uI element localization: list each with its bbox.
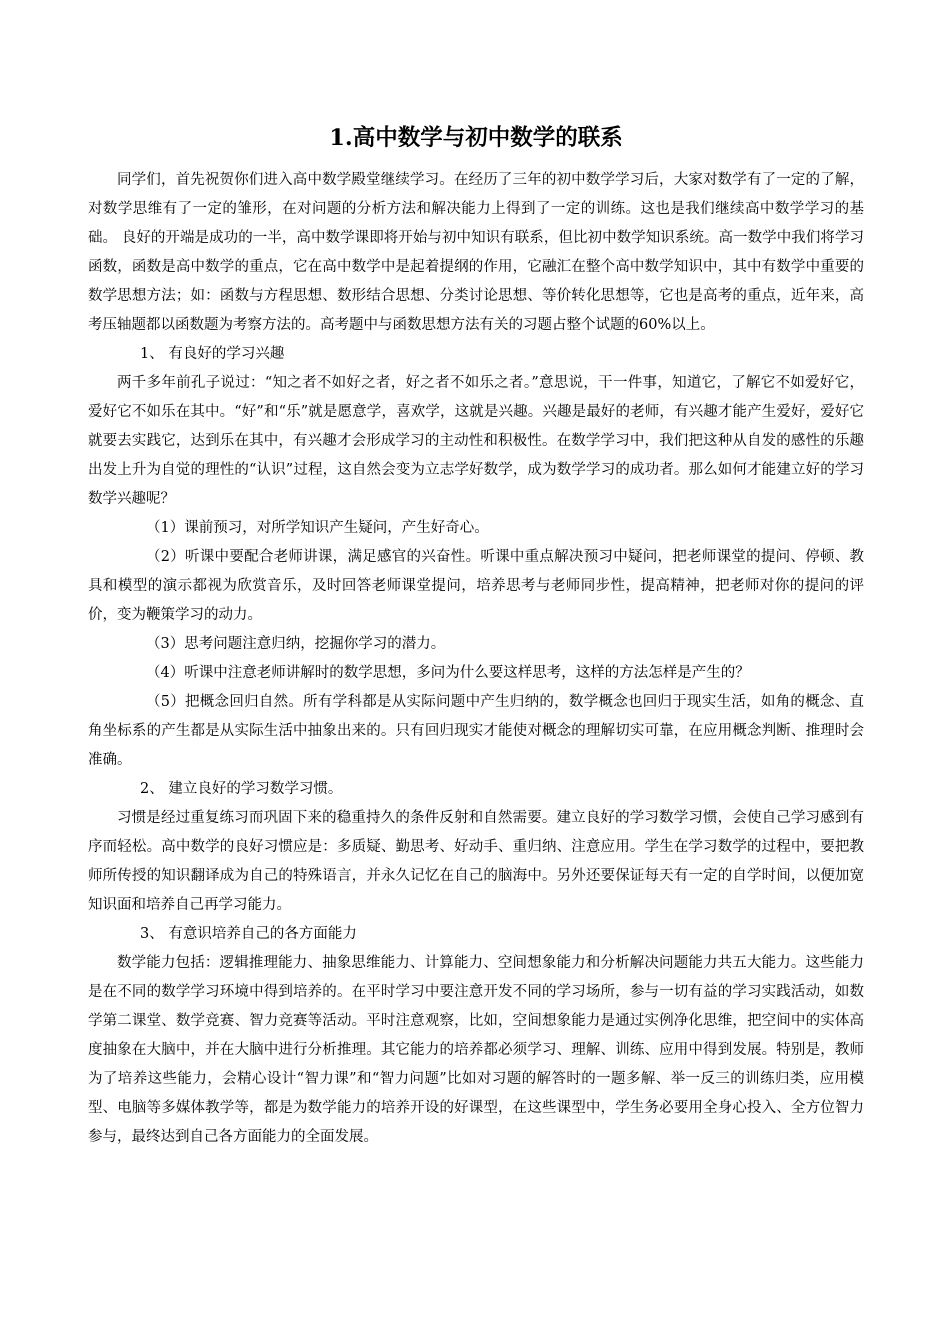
- section-3-heading: 3、 有意识培养自己的各方面能力: [140, 926, 357, 942]
- section-1-item-1: （1）课前预习，对所学知识产生疑问，产生好奇心。: [146, 520, 489, 536]
- section-2-heading: 2、 建立良好的学习数学习惯。: [140, 781, 343, 797]
- section-2-paragraph: 习惯是经过重复练习而巩固下来的稳重持久的条件反射和自然需要。建立良好的学习数学习惯，会使自己学习感到有序而轻松。高中数学的良好习惯应是：多质疑、勤思考、好动手、重归纳、注意应用。学生在学习数学的过程中，要把教师所传授的知识翻译成为自己的特殊语言，并永久记忆在自己的脑海中。另外还要保证每天有一定的自学时间，以便加宽知识面和培养自己再学习能力。: [88, 810, 864, 913]
- section-1-item-4: （4）听课中注意老师讲解时的数学思想，多问为什么要这样思考，这样的方法怎样是产生的？: [146, 665, 750, 681]
- section-1-item-3: （3）思考问题注意归纳，挖掘你学习的潜力。: [146, 636, 446, 652]
- intro-paragraph: 同学们，首先祝贺你们进入高中数学殿堂继续学习。在经历了三年的初中数学学习后，大家对数学有了一定的了解，对数学思维有了一定的雏形，在对问题的分析方法和解决能力上得到了一定的训练。这也是我们继续高中数学学习的基础。 良好的开端是成功的一半，高中数学课即将开始与初中知识有联系，但比初中数学知识系统。高一数学中我们将学习函数，函数是高中数学的重点，它在高中数学中是起着提纲的作用，它融汇在整个高中数学知识中，其中有数学中重要的数学思想方法；如：函数与方程思想、数形结合思想、分类讨论思想、等价转化思想等，它也是高考的重点，近年来，高考压轴题都以函数题为考察方法的。高考题中与函数思想方法有关的习题占整个试题的60%以上。: [88, 172, 864, 333]
- section-1-item-5: （5）把概念回归自然。所有学科都是从实际问题中产生归纳的，数学概念也回归于现实生活，如角的概念、直角坐标系的产生都是从实际生活中抽象出来的。只有回归现实才能使对概念的理解切实可靠，在应用概念判断、推理时会准确。: [88, 694, 864, 768]
- section-1-heading: 1、 有良好的学习兴趣: [140, 346, 285, 362]
- section-1-item-2: （2）听课中要配合老师讲课，满足感官的兴奋性。听课中重点解决预习中疑问，把老师课堂的提问、停顿、教具和模型的演示都视为欣赏音乐，及时回答老师课堂提问，培养思考与老师同步性，提高精神，把老师对你的提问的评价，变为鞭策学习的动力。: [88, 549, 864, 623]
- section-1-paragraph: 两千多年前孔子说过：“知之者不如好之者，好之者不如乐之者。”意思说，干一件事，知道它，了解它不如爱好它，爱好它不如乐在其中。“好”和“乐”就是愿意学，喜欢学，这就是兴趣。兴趣是最好的老师，有兴趣才能产生爱好，爱好它就要去实践它，达到乐在其中，有兴趣才会形成学习的主动性和积极性。在数学学习中，我们把这种从自发的感性的乐趣出发上升为自觉的理性的“认识”过程，这自然会变为立志学好数学，成为数学学习的成功者。那么如何才能建立好的学习数学兴趣呢？: [88, 375, 864, 507]
- section-3-paragraph: 数学能力包括：逻辑推理能力、抽象思维能力、计算能力、空间想象能力和分析解决问题能力共五大能力。这些能力是在不同的数学学习环境中得到培养的。在平时学习中要注意开发不同的学习场所，参与一切有益的学习实践活动，如数学第二课堂、数学竞赛、智力竞赛等活动。平时注意观察，比如，空间想象能力是通过实例净化思维，把空间中的实体高度抽象在大脑中，并在大脑中进行分析推理。其它能力的培养都必须学习、理解、训练、应用中得到发展。特别是，教师为了培养这些能力，会精心设计“智力课”和“智力问题”比如对习题的解答时的一题多解、举一反三的训练归类，应用模型、电脑等多媒体教学等，都是为数学能力的培养开设的好课型，在这些课型中，学生务必要用全身心投入、全方位智力参与，最终达到自己各方面能力的全面发展。: [88, 955, 864, 1145]
- page-title: 1.高中数学与初中数学的联系: [329, 125, 623, 151]
- document-page: [88, 118, 864, 1152]
